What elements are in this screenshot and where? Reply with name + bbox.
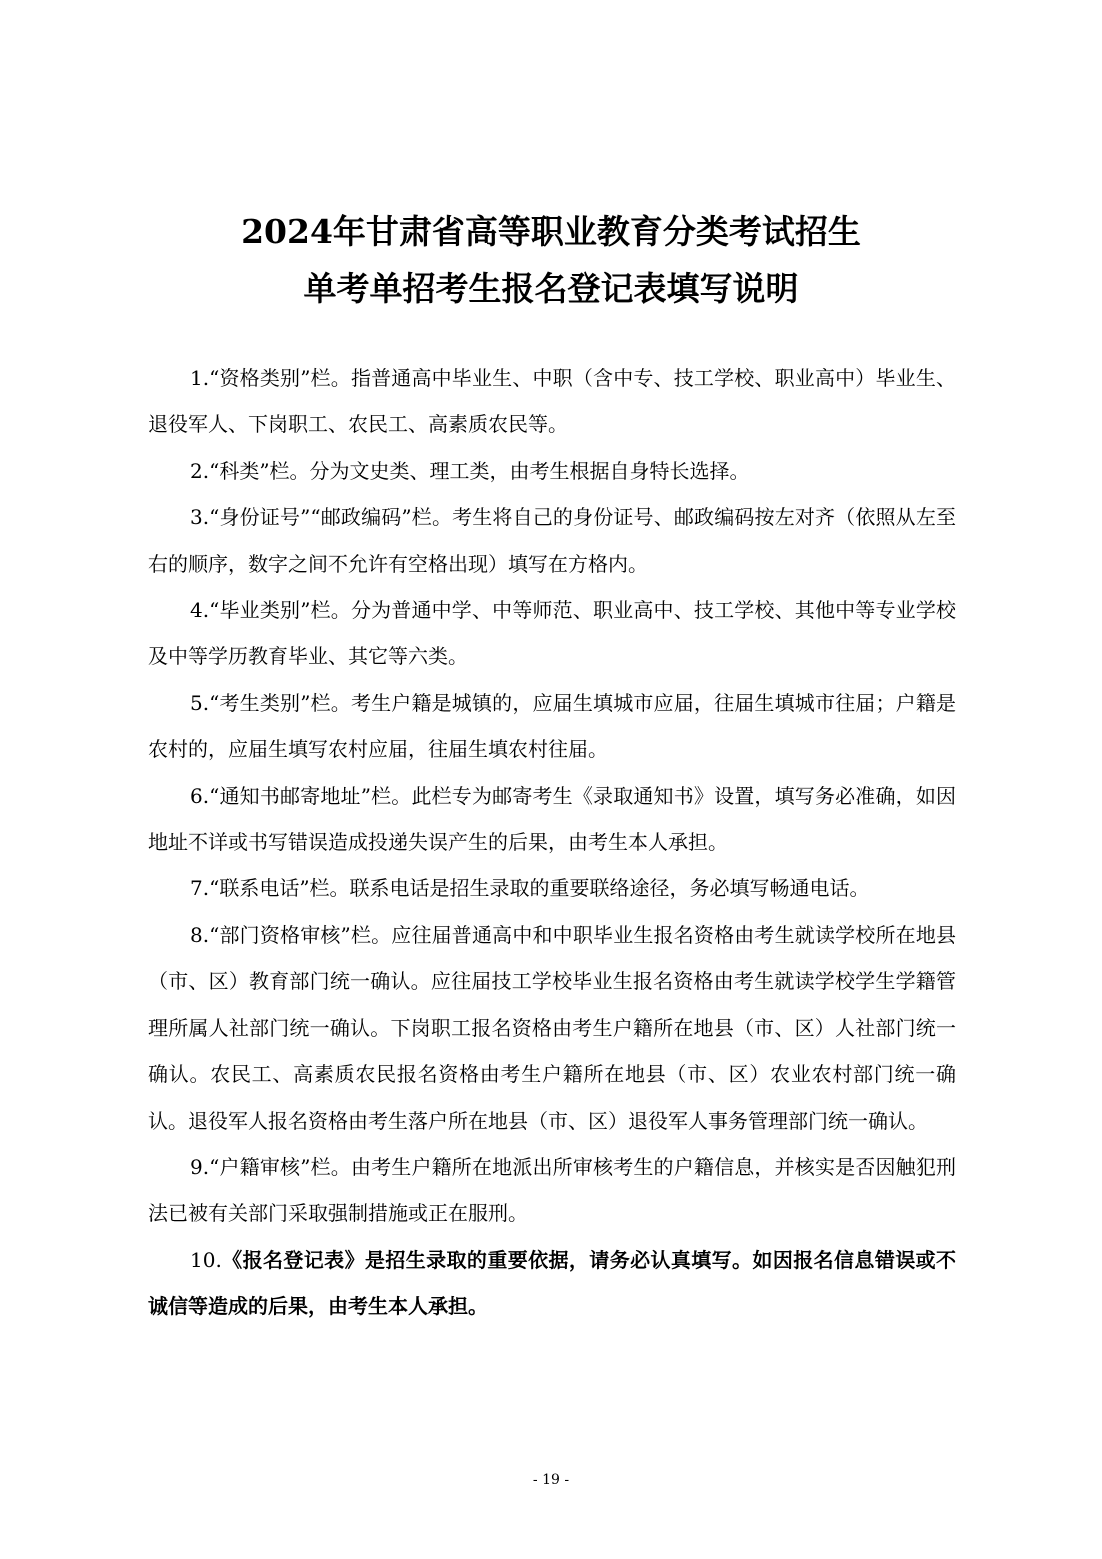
- instruction-item-4: [148, 587, 956, 680]
- document-body: [148, 355, 956, 1330]
- item-number: 7.: [190, 876, 210, 901]
- item-text: “户籍审核”栏。由考生户籍所在地派出所审核考生的户籍信息，并核实是否因触犯刑法已被有关部门采取强制措施或正在服刑。: [148, 1154, 956, 1226]
- instruction-item-6: [148, 773, 956, 866]
- document-title-line-1: 2024年甘肃省高等职业教育分类考试招生: [241, 212, 861, 251]
- document-title-line-2: 单考单招考生报名登记表填写说明: [303, 269, 799, 308]
- instruction-item-8: [148, 912, 956, 1144]
- item-number: 3.: [190, 505, 210, 530]
- instruction-item-1: [148, 355, 956, 448]
- item-text: “部门资格审核”栏。应往届普通高中和中职毕业生报名资格由考生就读学校所在地县（市、区）教育部门统一确认。应往届技工学校毕业生报名资格由考生就读学校学生学籍管理所属人社部门统一确认。下岗职工报名资格由考生户籍所在地县（市、区）人社部门统一确认。农民工、高素质农民报名资格由考生户籍所在地县（市、区）农业农村部门统一确认。退役军人报名资格由考生落户所在地县（市、区）退役军人事务管理部门统一确认。: [148, 922, 956, 1133]
- instruction-item-10: [148, 1237, 956, 1330]
- item-text: “联系电话”栏。联系电话是招生录取的重要联络途径，务必填写畅通电话。: [209, 876, 870, 901]
- item-number: 1.: [190, 366, 210, 390]
- instruction-item-3: [148, 494, 956, 587]
- instruction-item-5: [148, 680, 956, 773]
- instruction-item-2: [148, 448, 956, 494]
- item-text: “科类”栏。分为文史类、理工类，由考生根据自身特长选择。: [209, 458, 750, 483]
- item-text: “通知书邮寄地址”栏。此栏专为邮寄考生《录取通知书》设置，填写务必准确，如因地址不详或书写错误造成投递失误产生的后果，由考生本人承担。: [148, 783, 956, 855]
- item-number: 4.: [190, 598, 210, 623]
- page-number: - 19 -: [532, 1472, 570, 1488]
- item-number: 10.: [190, 1247, 222, 1272]
- item-text: “身份证号”“邮政编码”栏。考生将自己的身份证号、邮政编码按左对齐（依照从左至右的顺序，数字之间不允许有空格出现）填写在方格内。: [148, 505, 956, 576]
- instruction-item-7: [148, 865, 956, 911]
- item-number: 2.: [190, 458, 210, 483]
- item-number: 9.: [190, 1154, 210, 1179]
- item-number: 5.: [190, 690, 210, 715]
- item-number: 6.: [190, 783, 210, 808]
- instruction-item-9: [148, 1144, 956, 1237]
- item-text: 《报名登记表》是招生录取的重要依据，请务必认真填写。如因报名信息错误或不诚信等造成的后果，由考生本人承担。: [148, 1247, 956, 1319]
- item-text: “考生类别”栏。考生户籍是城镇的，应届生填城市应届，往届生填城市往届；户籍是农村的，应届生填写农村应届，往届生填农村往届。: [148, 690, 956, 762]
- item-text: “毕业类别”栏。分为普通中学、中等师范、职业高中、技工学校、其他中等专业学校及中等学历教育毕业、其它等六类。: [148, 598, 956, 669]
- item-number: 8.: [190, 922, 210, 947]
- item-text: “资格类别”栏。指普通高中毕业生、中职（含中专、技工学校、职业高中）毕业生、退役军人、下岗职工、农民工、高素质农民等。: [148, 366, 956, 437]
